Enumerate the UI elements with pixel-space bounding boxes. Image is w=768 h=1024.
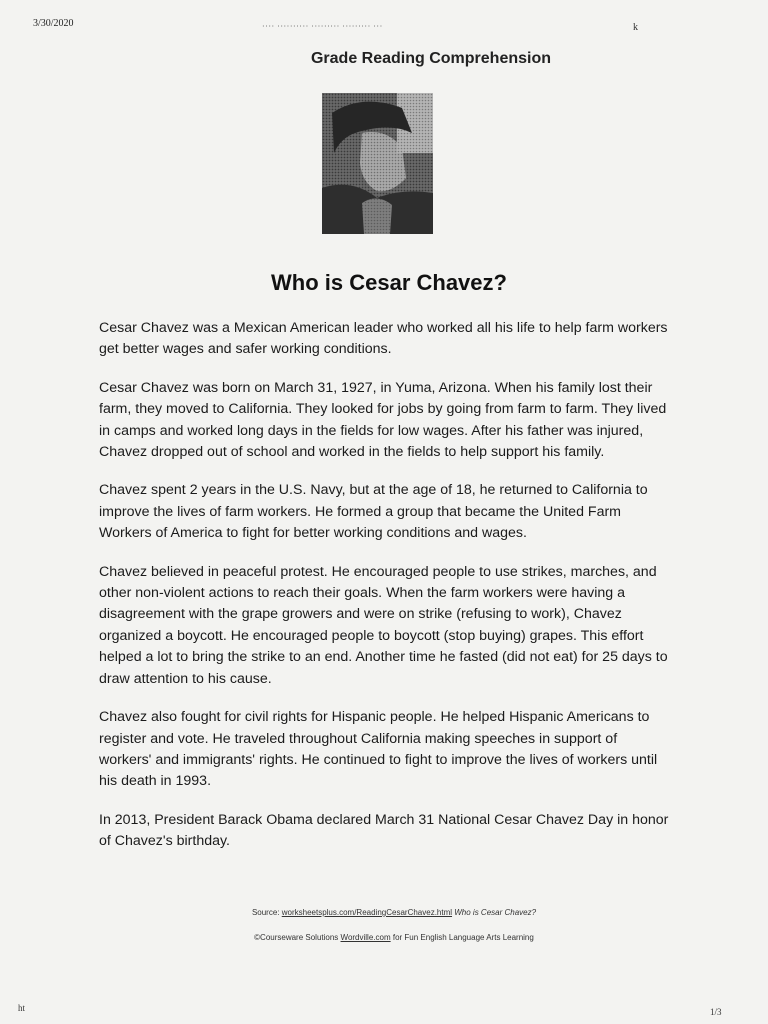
print-date: 3/30/2020 [33, 18, 74, 29]
portrait-photo-graphic [322, 93, 433, 234]
article-body [99, 318, 669, 870]
paragraph-3: Chavez spent 2 years in the U.S. Navy, but at the age of 18, he returned to California to improve the lives of farm workers. He formed a group that became the United Farm Workers of America to fight for better working conditions and wages. [99, 482, 648, 542]
paragraph-2: Cesar Chavez was born on March 31, 1927, in Yuma, Arizona. When his family lost their farm, they moved to California. They looked for jobs by going from farm to farm. They lived in camps and worked long days in the fields for low wages. After his father was injured, Chavez dropped out of school and worked in the fields to help support his family. [99, 379, 667, 461]
paragraph-6: In 2013, President Barack Obama declared March 31 National Cesar Chavez Day in honor of Chavez's birthday. [99, 811, 669, 850]
copyright-link[interactable]: Wordville.com [340, 933, 391, 942]
paragraph-5: Chavez also fought for civil rights for Hispanic people. He helped Hispanic Americans to register and vote. He traveled throughout California making speeches in support of workers' and immigrants' rights. He continued to fight to improve the lives of workers until his death in 1993. [99, 709, 658, 790]
source-link[interactable]: worksheetsplus.com/ReadingCesarChavez.html [281, 908, 453, 917]
copyright-suffix: for Fun English Language Arts Learning [390, 933, 534, 942]
source-prefix: Source: [251, 908, 282, 917]
copyright-prefix: ©Courseware Solutions [254, 933, 341, 942]
footer-left-mark: ht [18, 1003, 26, 1013]
paragraph-1: Cesar Chavez was a Mexican American leader who worked all his life to help farm workers get better wages and safer working conditions. [99, 320, 668, 358]
portrait-photo-icon [322, 93, 433, 234]
paragraph-4: Chavez believed in peaceful protest. He encouraged people to use strikes, marches, and other non-violent actions to reach their goals. When the farm workers were having a disagreement with the grape growers and were on strike (refusing to work), Chavez organized a boycott. He encouraged people to boycott (stop buying) grapes. This effort helped a lot to bring the strike to an end. Another time he fasted (did not eat) for 25 days to draw attention to his cause. [99, 563, 668, 687]
copyright-line [0, 933, 768, 942]
print-header-title: ···· ·········· ········· ········· ··· [262, 22, 383, 31]
print-corner-mark: k [633, 22, 638, 33]
page-number: 1/3 [710, 1007, 722, 1017]
article-title: Who is Cesar Chavez? [271, 270, 507, 295]
subject-heading: Grade Reading Comprehension [310, 50, 552, 67]
source-line [0, 908, 768, 917]
source-suffix: Who is Cesar Chavez? [452, 908, 537, 917]
